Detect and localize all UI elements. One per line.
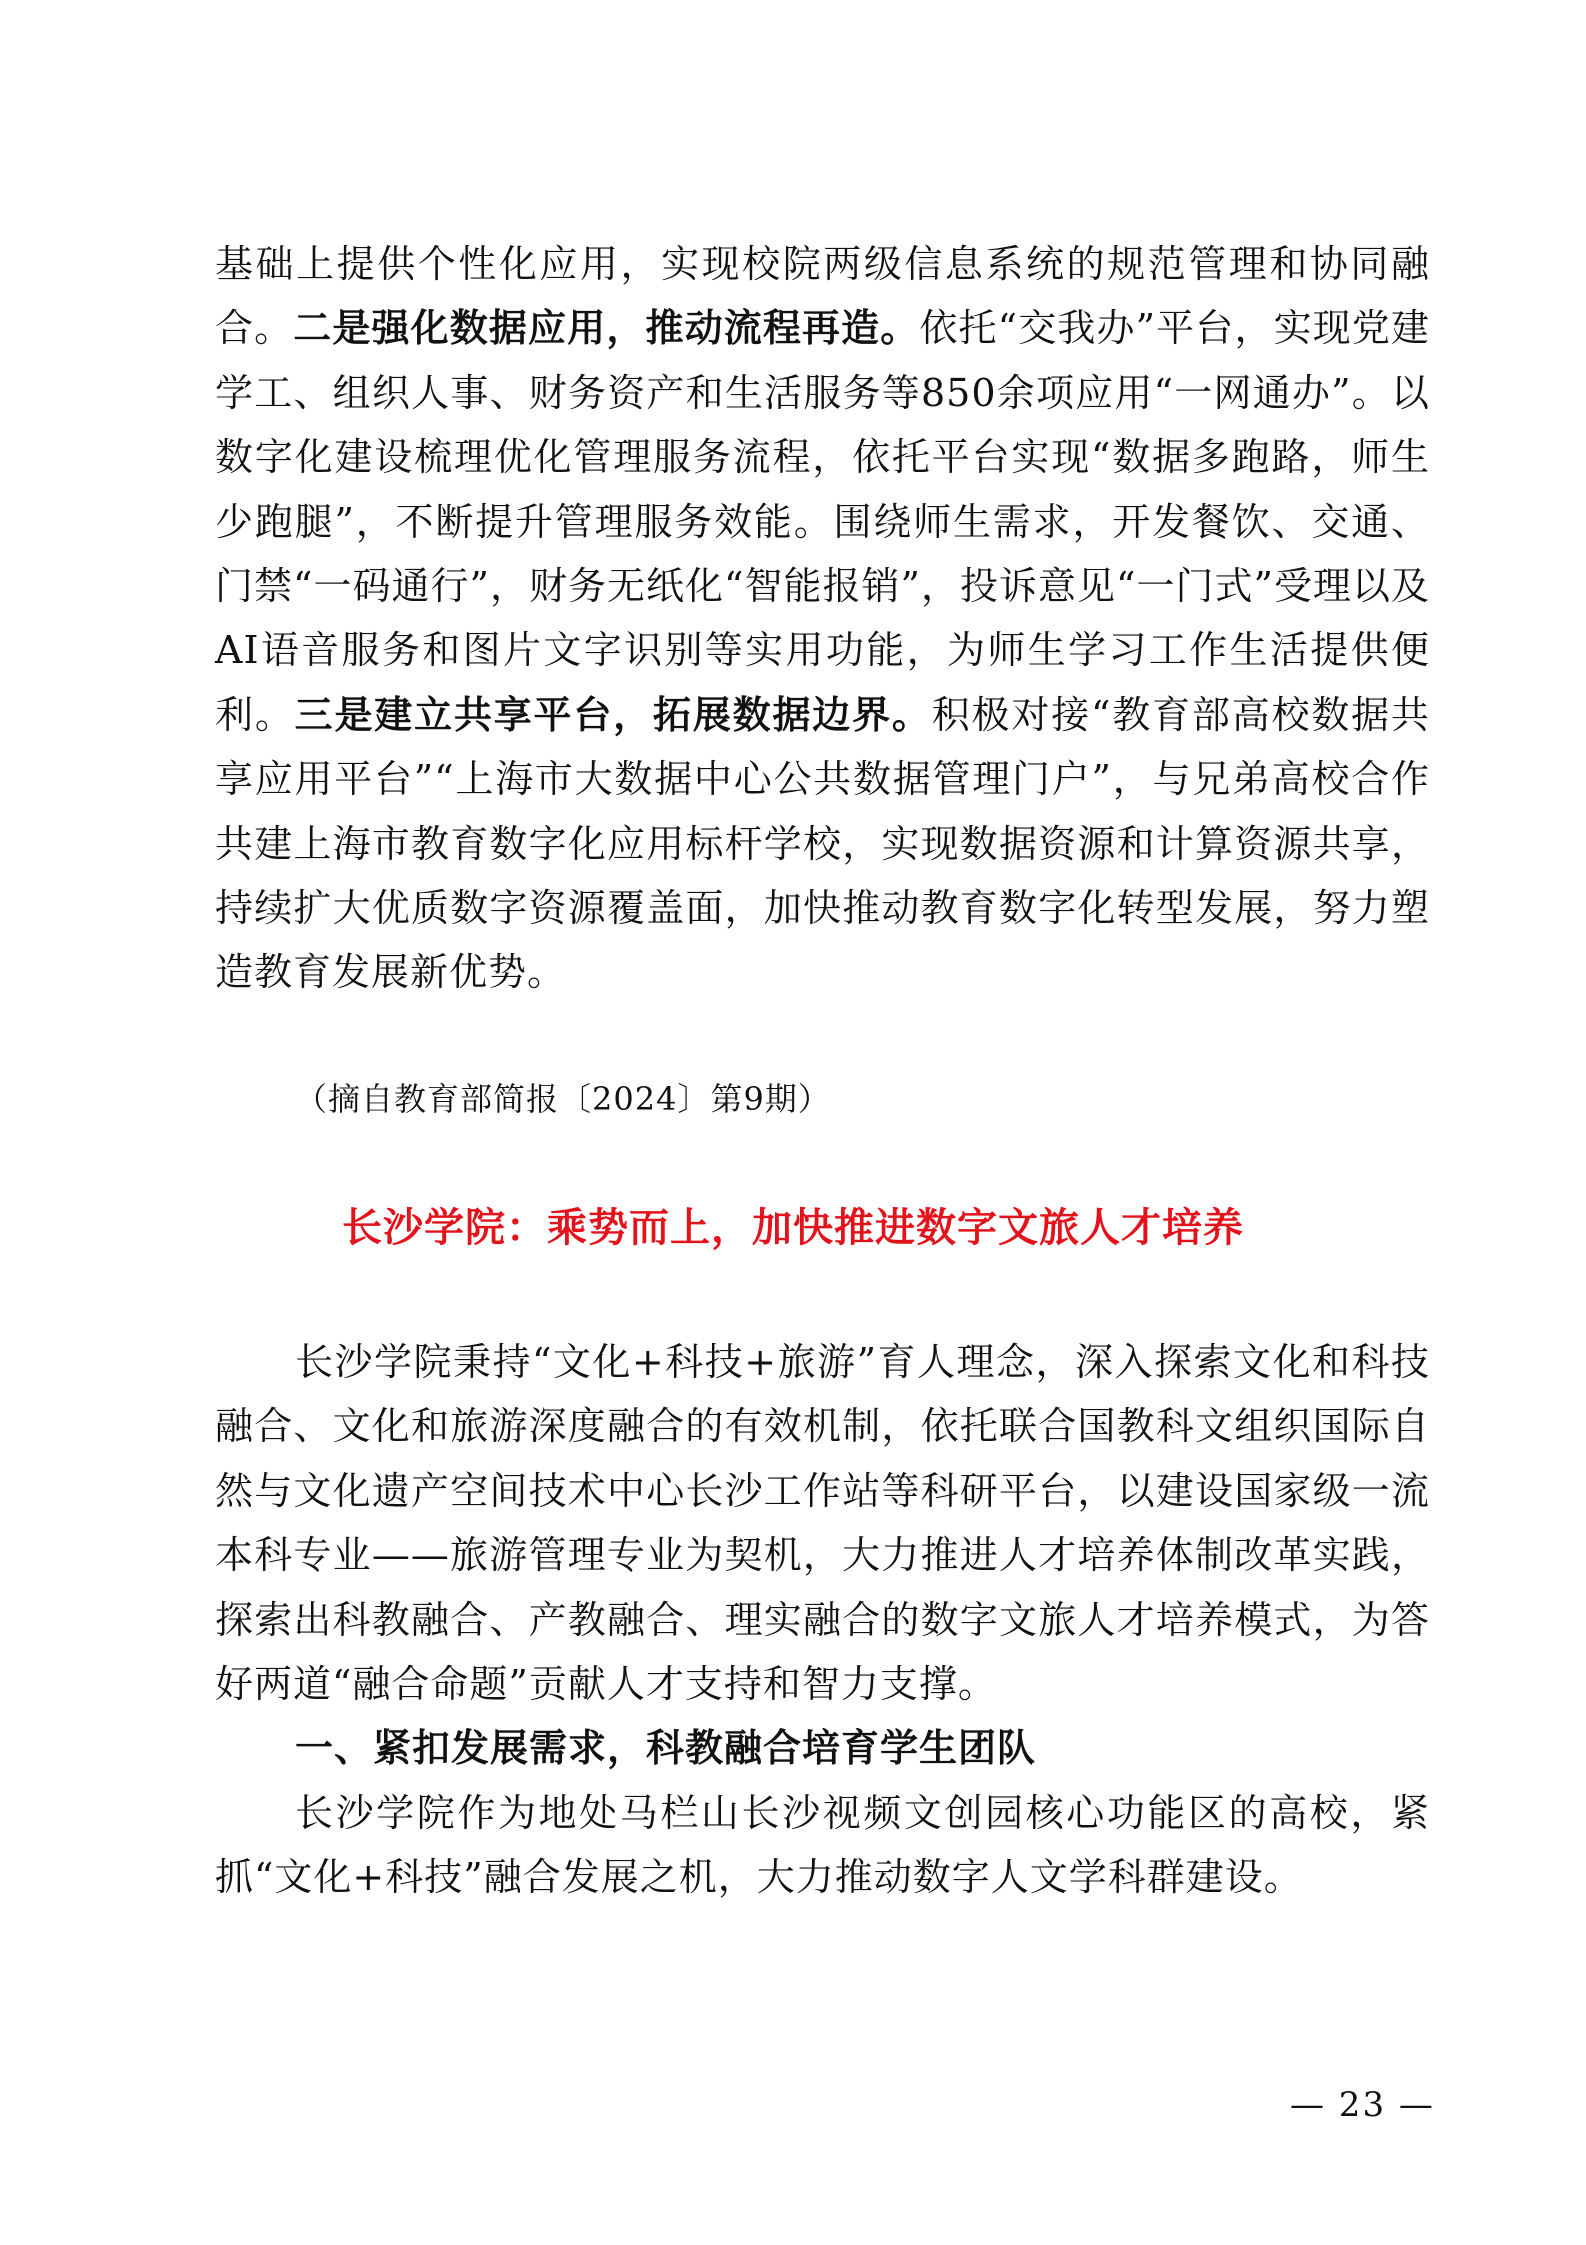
section-paragraph: 长沙学院作为地处马栏山长沙视频文创园核心功能区的高校，紧抓“文化+科技”融合发展之机，大力推动数字人文学科群建设。 <box>215 1790 1430 1900</box>
previous-article-paragraph <box>215 232 1430 1005</box>
article-title: 长沙学院：乘势而上，加快推进数字文旅人才培养 <box>342 1205 1244 1251</box>
paragraph-text: 积极对接“教育部高校数据共享应用平台”“上海市大数据中心公共数据管理门户”，与兄弟高校合作共建上海市教育数字化应用标杆学校，实现数据资源和计算资源共享，持续扩大优质数字资源覆盖面，加快推动教育数字化转型发展，努力塑造教育发展新优势。 <box>215 692 1430 995</box>
section-heading: 一、紧扣发展需求，科教融合培育学生团队 <box>295 1725 1037 1771</box>
previous-article-continuation <box>215 232 1430 1005</box>
article-body <box>215 1330 1430 1910</box>
paragraph-text: 基础上提供个性化应用，实现校院两级信息系统的规范管理和协同融合。 <box>215 242 1430 351</box>
bold-point-three: 三是建立共享平台，拓展数据边界。 <box>294 692 932 737</box>
intro-paragraph: 长沙学院秉持“文化+科技+旅游”育人理念，深入探索文化和科技融合、文化和旅游深度融合的有效机制，依托联合国教科文组织国际自然与文化遗产空间技术中心长沙工作站等科研平台，以建设国家级一流本科专业——旅游管理专业为契机，大力推进人才培养体制改革实践，探索出科教融合、产教融合、理实融合的数字文旅人才培养模式，为答好两道“融合命题”贡献人才支持和智力支撑。 <box>215 1340 1430 1707</box>
paragraph-text: 依托“交我办”平台，实现党建学工、组织人事、财务资产和生活服务等850余项应用“一网通办”。以数字化建设梳理优化管理服务流程，依托平台实现“数据多跑路，师生少跑腿”，不断提升管理服务效能。围绕师生需求，开发餐饮、交通、门禁“一码通行”，财务无纸化“智能报销”，投诉意见“一门式”受理以及AI语音服务和图片文字识别等实用功能，为师生学习工作生活提供便利。 <box>215 306 1430 737</box>
bold-point-two: 二是强化数据应用，推动流程再造。 <box>293 306 920 351</box>
page-number: — 23 — <box>1290 2085 1435 2125</box>
source-citation: （摘自教育部简报〔2024〕第9期） <box>295 1080 831 1118</box>
